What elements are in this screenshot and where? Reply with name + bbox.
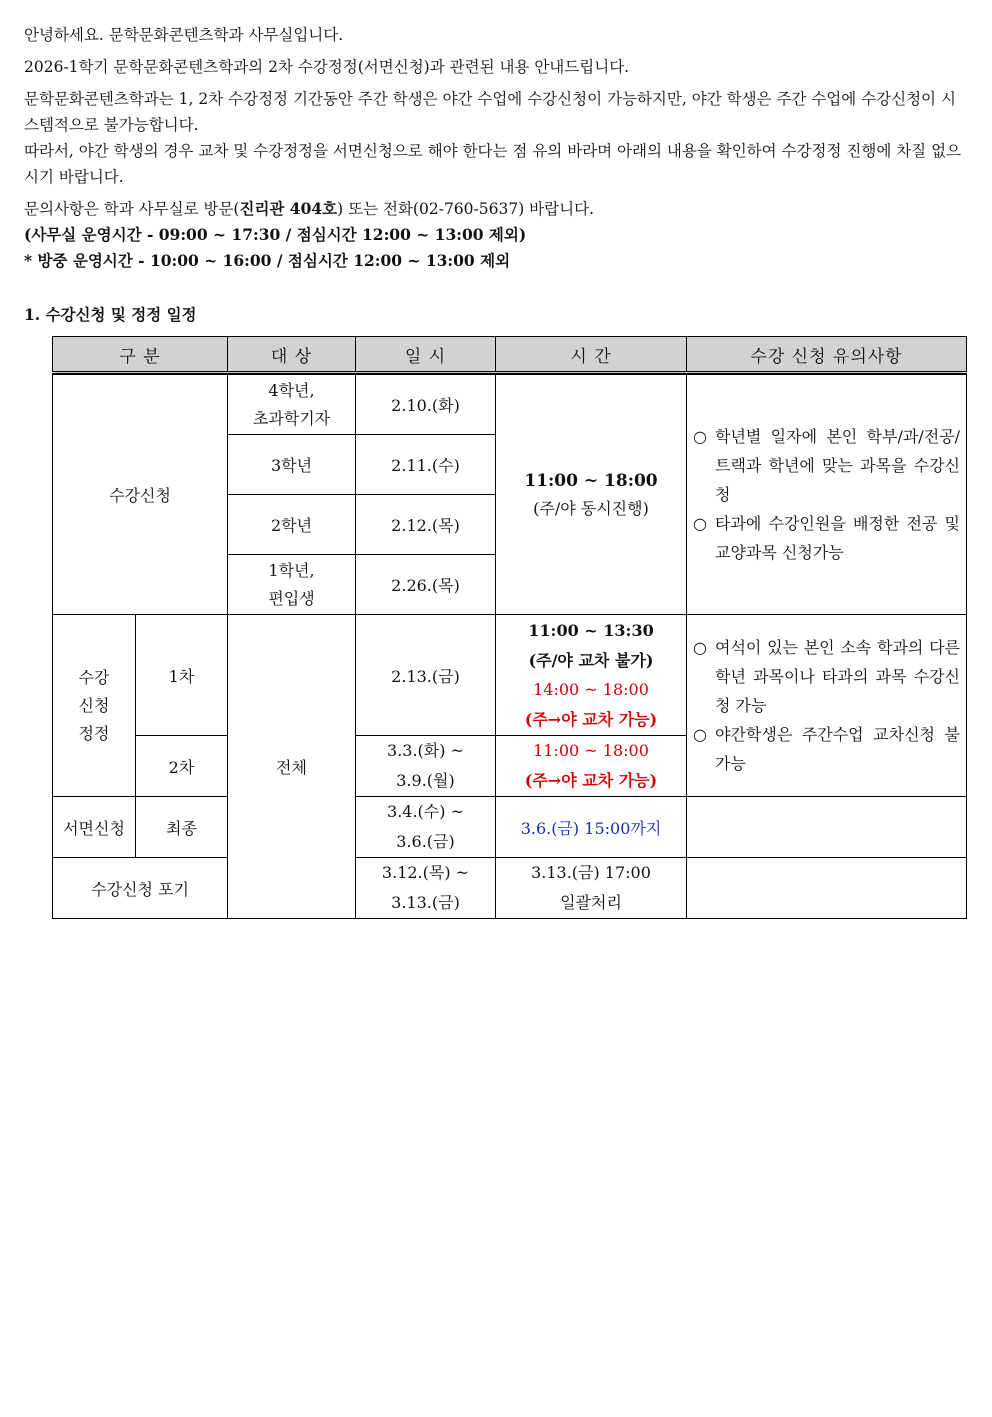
table-row	[53, 858, 967, 919]
correction-label: 수강 신청 정정	[53, 615, 136, 797]
section-title: 1. 수강신청 및 정정 일정	[24, 305, 197, 324]
header-target: 대 상	[228, 337, 356, 373]
empty-notes	[687, 797, 967, 858]
vacation-hours: * 방중 운영시간 - 10:00 ~ 16:00 / 점심시간 12:00 ~ 13:00 제외	[24, 251, 511, 270]
target-all: 전체	[228, 615, 356, 919]
schedule-table	[52, 336, 967, 919]
contact-suffix: ) 또는 전화(02-760-5637) 바랍니다.	[337, 200, 595, 218]
withdraw-time: 3.13.(금) 17:00 일괄처리	[496, 858, 687, 919]
date-cell: 2.13.(금)	[356, 615, 496, 736]
date-cell: 3.12.(목) ~ 3.13.(금)	[356, 858, 496, 919]
round-1-label: 1차	[136, 615, 228, 736]
registration-time: 11:00 ~ 18:00 (주/야 동시진행)	[496, 375, 687, 615]
date-cell: 2.26.(목)	[356, 555, 496, 615]
note-item: ○ 학년별 일자에 본인 학부/과/전공/트랙과 학년에 맞는 과목을 수강신청	[693, 427, 960, 504]
greeting: 안녕하세요. 문학문화콘텐츠학과 사무실입니다.	[24, 26, 344, 44]
registration-notes	[687, 375, 967, 615]
written-sub: 최종	[136, 797, 228, 858]
notice-paragraph-2: 따라서, 야간 학생의 경우 교차 및 수강정정을 서면신청으로 해야 한다는 점 유의 바라며 아래의 내용을 확인하여 수강정정 진행에 차질 없으시기 바랍니다.	[24, 142, 962, 186]
round-1-time: 11:00 ~ 13:30 (주/야 교차 불가) 14:00 ~ 18:00 (주→야 교차 가능)	[496, 615, 687, 736]
written-label: 서면신청	[53, 797, 136, 858]
table-row	[53, 615, 967, 736]
target-cell: 2학년	[228, 495, 356, 555]
contact-line	[24, 196, 970, 222]
date-cell: 3.3.(화) ~ 3.9.(월)	[356, 736, 496, 797]
notice-paragraph-1: 문학문화콘텐츠학과는 1, 2차 수강정정 기간동안 주간 학생은 야간 수업에 수강신청이 가능하지만, 야간 학생은 주간 수업에 수강신청이 시스템적으로 불가능합니다.	[24, 90, 956, 134]
round-2-label: 2차	[136, 736, 228, 797]
note-item: ○ 야간학생은 주간수업 교차신청 불가능	[693, 725, 960, 773]
note-item: ○ 여석이 있는 본인 소속 학과의 다른 학년 과목이나 타과의 과목 수강신청 가능	[693, 638, 960, 715]
date-cell: 2.10.(화)	[356, 375, 496, 435]
date-cell: 3.4.(수) ~ 3.6.(금)	[356, 797, 496, 858]
withdraw-label: 수강신청 포기	[53, 858, 228, 919]
written-deadline: 3.6.(금) 15:00까지	[496, 797, 687, 858]
table-row	[53, 375, 967, 435]
correction-notes	[687, 615, 967, 797]
target-cell: 3학년	[228, 435, 356, 495]
header-time: 시 간	[496, 337, 687, 373]
header-date: 일 시	[356, 337, 496, 373]
target-cell: 1학년, 편입생	[228, 555, 356, 615]
date-cell: 2.11.(수)	[356, 435, 496, 495]
header-notes: 수강 신청 유의사항	[687, 337, 967, 373]
table-row	[53, 797, 967, 858]
target-cell: 4학년, 초과학기자	[228, 375, 356, 435]
intro-text	[24, 22, 970, 274]
round-2-time: 11:00 ~ 18:00 (주→야 교차 가능)	[496, 736, 687, 797]
contact-prefix: 문의사항은 학과 사무실로 방문(	[24, 200, 240, 218]
contact-room: 진리관 404호	[239, 199, 338, 218]
empty-notes	[687, 858, 967, 919]
office-hours: (사무실 운영시간 - 09:00 ~ 17:30 / 점심시간 12:00 ~ 13:00 제외)	[24, 225, 527, 244]
date-cell: 2.12.(목)	[356, 495, 496, 555]
note-item: ○ 타과에 수강인원을 배정한 전공 및 교양과목 신청가능	[693, 514, 960, 562]
table-header-row	[53, 337, 967, 373]
header-category: 구 분	[53, 337, 228, 373]
registration-label: 수강신청	[53, 375, 228, 615]
notice-line: 2026-1학기 문학문화콘텐츠학과의 2차 수강정정(서면신청)과 관련된 내용 안내드립니다.	[24, 58, 630, 76]
